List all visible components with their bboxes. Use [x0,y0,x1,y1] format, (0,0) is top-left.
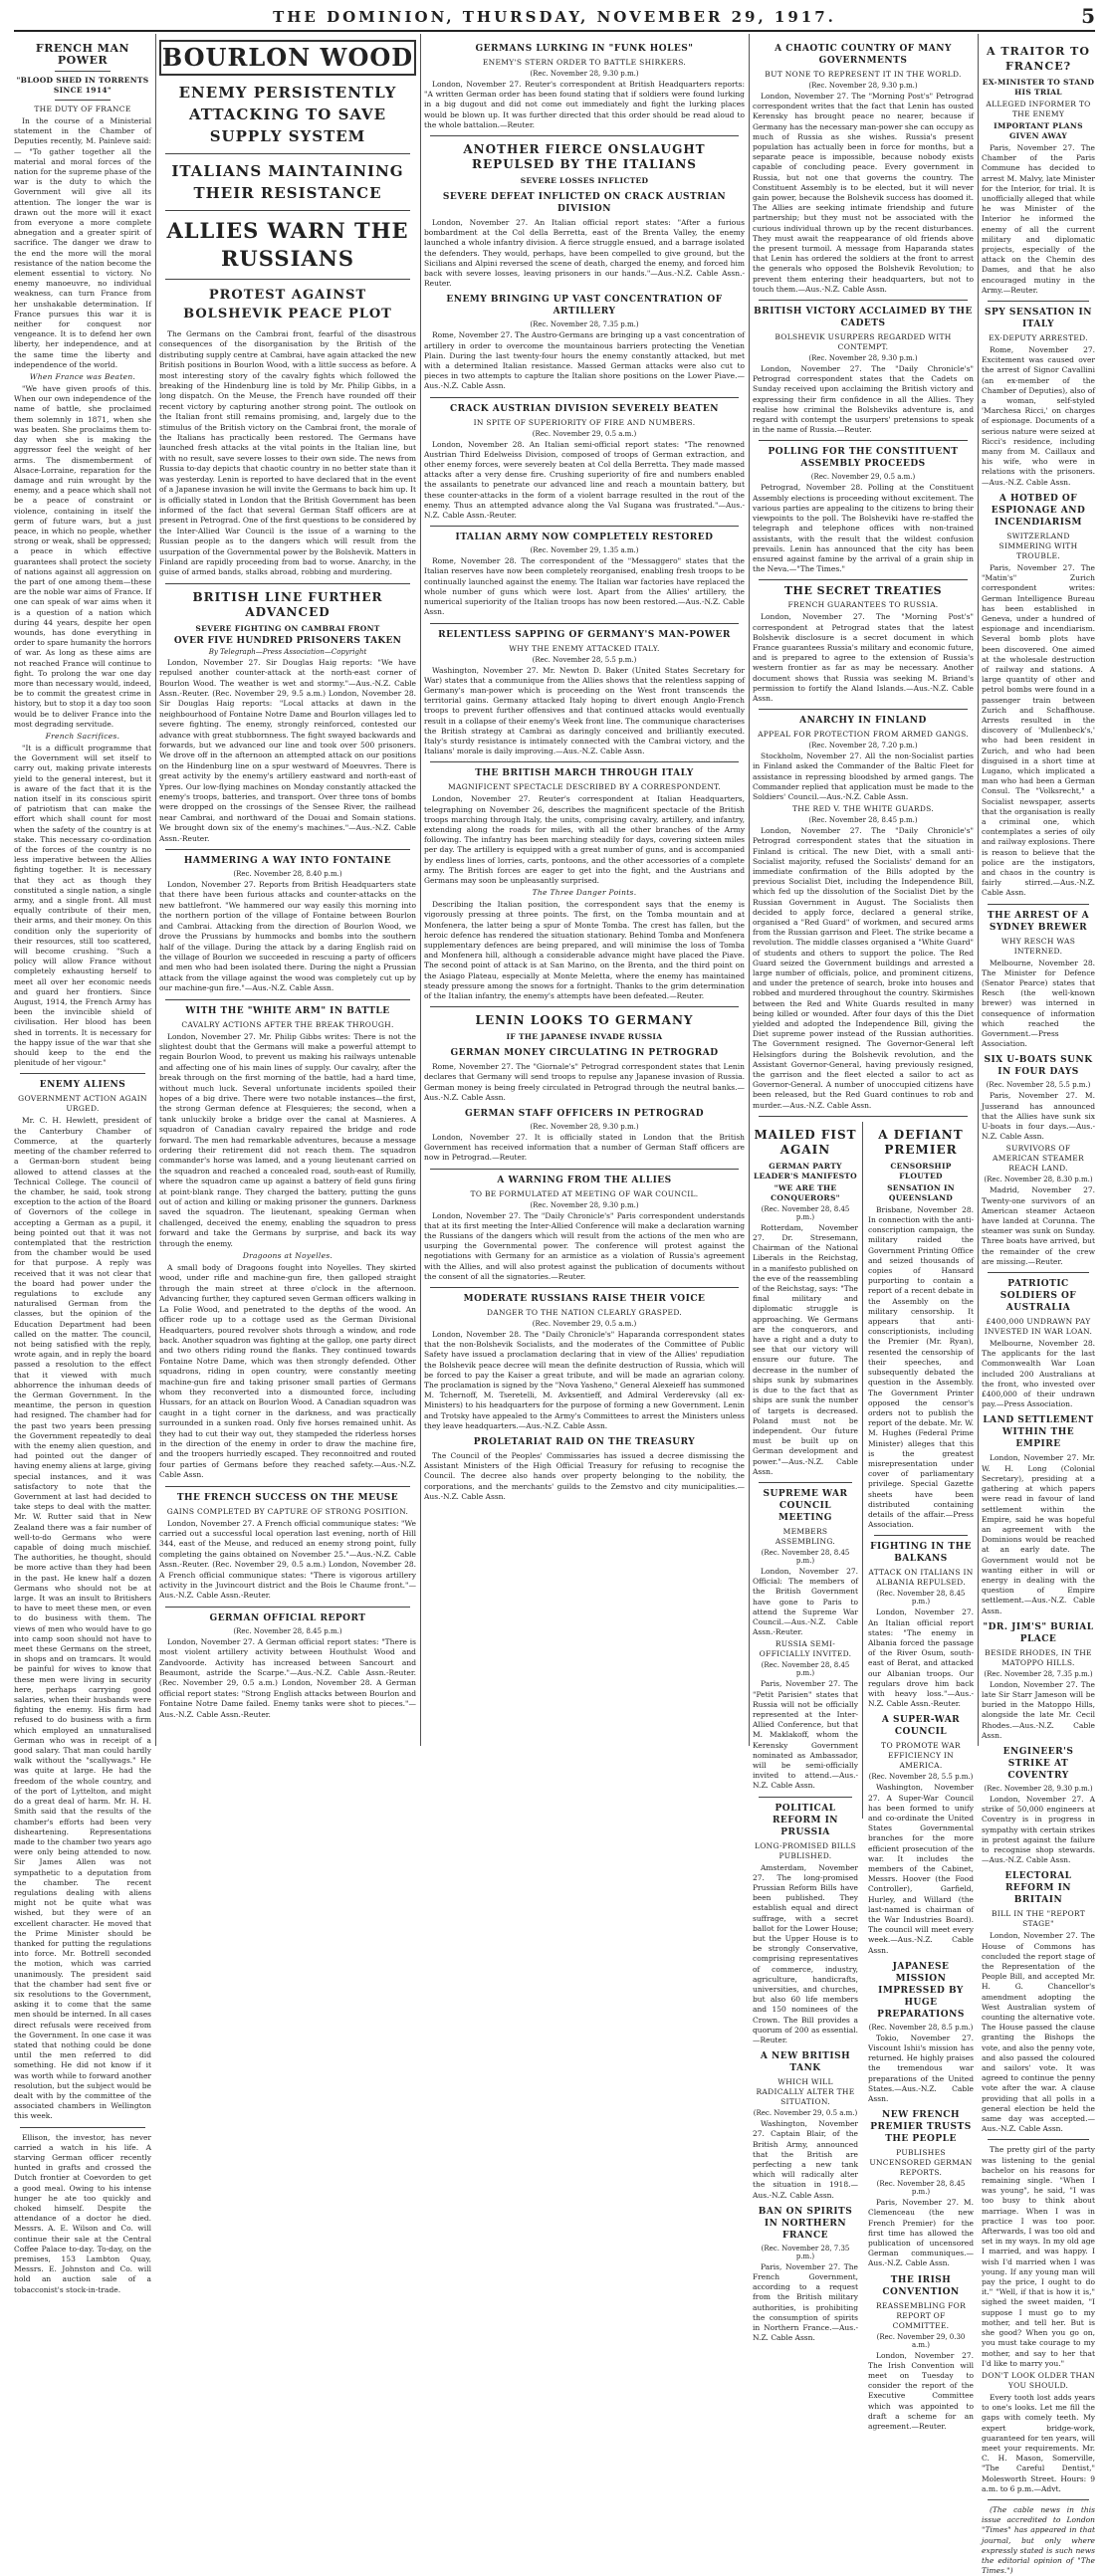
headline: THE ARREST OF A SYDNEY BREWER [987,910,1090,933]
article-text [868,1783,974,1955]
subheadline: PUBLISHES UNCENSORED GERMAN REPORTS. [869,2148,973,2178]
subheadline: "WE ARE THE CONQUERORS" [771,1182,840,1202]
lead-deck: PROTEST AGAINST BOLSHEVIK PEACE PLOT [183,288,392,322]
subheadline: TO PROMOTE WAR EFFICIENCY IN AMERICA. [881,1741,961,1771]
headline: FRENCH MAN POWER [35,42,130,67]
subheadline: CAVALRY ACTIONS AFTER THE BREAK THROUGH. [181,1019,394,1029]
article-paragraph: Rotterdam, November 27. Dr. Stresemann, Chairman of the National Liberals in the Reichstag, in a manifesto published on the eve of the reassembling of the Reichstag, says: "The final military and diplomatic struggle is approaching. We Germans are the conquerors, and have a right and a duty to see that our victory will ensure our future. The decrease in the number of ships sunk by submarines is due to the fact that as ships are sunk the number of targets is decreased. Poland must not be independent. Our future must be built up on German development and power."—Aus.-N.Z. Cable Assn. [753,1222,858,1476]
dateline: (Rec. November 28, 5.5 p.m.) [532,655,637,664]
split-section [753,1122,974,2432]
article-text [753,612,974,704]
article-paragraph: Rome, November 27. Excitement was caused over the arrest of Signor Cavallini (an ex-member of the Chamber of Deputies), also of a woman, self-styled 'Marchesa Ricci,' on charges of espionage. Documents of a serious nature were seized at Ricci's residence, including many from M. Caillaux and his wife, who were in relations with the prisoners.—Aus.-N.Z. Cable Assn. [982,345,1095,487]
subheadline: ENEMY'S STERN ORDER TO BATTLE SHIRKERS. [482,58,687,67]
headline: POLITICAL REFORM IN PRUSSIA [772,1803,839,1837]
headline: NEW FRENCH PREMIER TRUSTS THE PEOPLE [870,2110,972,2145]
lead-deck: ENEMY PERSISTENTLY ATTACKING TO SAVE SUPPLY SYSTEM [178,84,397,145]
article-text [159,880,416,993]
dateline: (Rec. November 28, 9.30 p.m.) [808,82,918,90]
subheadline: WHICH WILL RADICALLY ALTER THE SITUATION. [756,2077,855,2107]
subheadline: WHY THE ENEMY ATTACKED ITALY. [509,643,660,653]
divider [165,1486,410,1487]
article-text [982,1091,1095,1142]
headline: ANOTHER FIERCE ONSLAUGHT REPULSED BY THE ITALIANS [463,142,706,172]
subheadline: SENSATION IN QUEENSLAND [887,1182,955,1202]
divider [430,761,739,762]
subheadline: IMPORTANT PLANS GIVEN AWAY [994,121,1083,140]
article-text [753,2262,858,2344]
headline: SPY SENSATION IN ITALY [985,308,1092,330]
column-rule [420,34,421,1746]
dateline: (Rec. November 28, 8.45 p.m.) [761,1204,850,1221]
headline: MAILED FIST AGAIN [754,1127,857,1157]
headline: JAPANESE MISSION IMPRESSED BY HUGE PREPARATIONS [877,1961,965,2020]
dateline: (Rec. November 28, 8.30 p.m.) [984,1176,1093,1184]
subheadline: EX-DEPUTY ARRESTED. [989,333,1088,343]
dateline: (Rec. November 29, 0.5 a.m.) [810,473,916,482]
dateline: (Rec. November 28, 8.5 p.m.) [868,2023,974,2032]
headline: GERMAN STAFF OFFICERS IN PETROGRAD [464,1109,705,1119]
divider [430,1169,739,1170]
article-text [982,563,1095,899]
divider [430,135,739,136]
headline: FIGHTING IN THE BALKANS [870,1542,972,1565]
article-text [424,556,745,617]
column-rule [749,34,750,1746]
article-paragraph: London, November 27. Sir Douglas Haig reports: "We have repulsed another counter-attack at the north-east corner of Bourlon Wood. The weather is wet and stormy."—Aus.-N.Z. Cable Assn.-Reuter. (Rec. November 29, 9.5 a.m.) London, November 28. Sir Douglas Haig reports: "Local attacks at dawn in the neighbourhood of Fontaine Notre Dame and Bourlon villages led to severe fighting. The enemy, strongly reinforced, contested our advance with great stubbornness. The fight swayed backwards and forwards, but we advanced our line and took over 500 prisoners. We drove off in the afternoon an attempted attack on our positions on the Hindenburg line on a spur westward of Moeuvres. There is great activity by the enemy's artillery eastward and north-east of Ypres. Our low-flying machines on Monday constantly attacked the enemy's troops, batteries, and transport. Over three tons of bombs were dropped on the crossings of the Sensee River, the railhead near Cambrai, and northward of the Douai and Somain stations. We brought down six of the enemy's machines."—Aus.-N.Z. Cable Assn.-Reuter. [159,657,416,843]
masthead-title: THE DOMINION, THURSDAY, NOVEMBER 29, 1917. [273,8,836,26]
article-text [424,1330,745,1431]
divider [759,440,968,441]
subheadline: IF THE JAPANESE INVADE RUSSIA [506,1032,663,1042]
subheadline: WHY RESCH WAS INTERNED. [1000,936,1076,956]
subheadline: APPEAL FOR PROTECTION FROM ARMED GANGS. [758,730,969,740]
article-paragraph: Stockholm, November 27. All the non-Socialist parties in Finland asked the Commander of the Baltic Fleet for assistance in repressing bloodshed by armed gangs. The Commander replied that application must be made to the Soldiers' Council.—Aus.-N.Z. Cable Assn. [753,751,974,801]
subheadline: ATTACK ON ITALIANS IN ALBANIA REPULSED. [868,1568,974,1588]
section-subhead: The Three Danger Points. [532,888,637,898]
dateline: (Rec. November 28, 8.45 p.m.) [876,1590,966,1607]
headline: ANARCHY IN FINLAND [799,716,927,727]
divider [165,583,410,584]
article-paragraph: Ellison, the investor, has never carried a watch in his life. A starving German officer recently hunted in grafts and crossed the Dutch frontier at Coevorden to get a good meal. Owing to his intense hunger he ate too quickly and choked himself. Despite the attendance of a doctor he died. Messrs. A. E. Wilson and Co. will continue their sale at the Central Coffee Palace to-day. To-day, on the premises, 153 Lambton Quay, Messrs. E. Johnston and Co. will hold an auction sale of a tobacconist's stock-in-trade. [14,2132,151,2294]
article-paragraph: Paris, November 27. M. Jusserand has announced that the Allies have sunk six U-boats in four days.—Aus.-N.Z. Cable Assn. [982,1091,1095,1142]
article-text [982,345,1095,488]
article-paragraph: Paris, November 27. The "Matin's" Zurich correspondent writes: German Intelligence Bureau has been established in Geneva, under a hundred of espionage and incendiarism. Several bomb plots have been discovered. One aimed at the wholesale destruction of railway and stations. A large quantity of other and petrol bombs were found in a passenger train between Zurich and Schaffhouse. Arrests resulted in the discovery of 'Mullenbeck's,' who had been resident in Zurich, and who had been disguised in a short time at Lugano, which implicated a man who had been a German Consul. The "Volksrecht," a Socialist newspaper, asserts that the organisation is really a criminal one, which contemplates a series of oily and railway explosions. There is reason to believe that the police are the instigators, and chaos in the country is fairly stirred.—Aus.-N.Z. Cable Assn. [982,562,1095,898]
divider [55,71,110,72]
dateline: (Rec. November 28, 7.35 p.m.) [984,1669,1093,1678]
article-text [159,1519,416,1602]
split-left [753,1122,858,2344]
article-paragraph: Washington, November 27. Captain Blair, of the British Army, announced that the British are perfecting a new tank which will radically alter the situation in 1918.—Aus.-N.Z. Cable Assn. [753,2119,858,2200]
divider [430,397,739,398]
headline: BRITISH VICTORY ACCLAIMED BY THE CADETS [754,307,973,329]
article-paragraph: London, November 27. The House of Commons has concluded the report stage of the Representation of the People Bill, and accepted Mr. H. G. Chancellor's amendment adopting the West Australian system of counting the alternative vote. The House passed the clause granting the Bishops the vote, and also the penny vote, and also passed the coloured and sailors' vote. It was agreed to continue the penny vote after the war. A clause providing that all polls in a general election be held the same day was accepted.—Aus.-N.Z. Cable Assn. [982,1931,1095,2134]
article-paragraph: London, November 27. Reuter's correspondent at Italian Headquarters, telegraphing on November 26, describes the magnificent spectacle of the British troops marching through Italy, the units, comprising cavalry, artillery, and infantry, extending along the roads for miles, with all the other branches of the Army following. The infantry has been marching steadily for days, covering sixteen miles per day. The artillery is equipped with a great number of guns, and is accompanied by endless lines of lorries, carts, pontoons, and the other accessories of a complete army. The British forces are eager to get into the fight, and the Austrians and Germans may soon be unpleasantly surprised. [424,794,745,885]
headline: ELECTORAL REFORM IN BRITAIN [1004,1871,1072,1906]
subheadline: BOLSHEVIK USURPERS REGARDED WITH CONTEMPT. [775,332,952,352]
dateline: (Rec. November 28, 9.30 p.m.) [808,354,918,363]
dateline: (Rec. November 29, 0.5 a.m.) [532,1320,637,1329]
headline: LENIN LOOKS TO GERMANY [475,1013,694,1028]
lead-deck: ITALIANS MAINTAINING THEIR RESISTANCE [171,162,404,202]
headline: MODERATE RUSSIANS RAISE THEIR VOICE [463,1294,706,1305]
article-paragraph: Rome, November 28. The correspondent of the "Messaggero" states that the Italian reserves have now been completely reorganised, enabling fresh troops to be continually launched against the enemy. The Italian war factories have replaced the whole number of guns which were lost. Apart from the Allies' artillery, the numerical superiority of the Italian troops has now been restored.—Aus.-N.Z. Cable Assn. [424,556,745,617]
article-paragraph: London, November 28. The "Daily Chronicle's" Haparanda correspondent states that the non-Bolshevik Socialists, and the moderates of the Committee of Public Safety have issued a proclamation declaring that in view of the Allies' repudiation the Bolshevik peace decree will mean the definite destruction of Russia, which will be forced to pay the Kaiser a great tribute, and will be made an agrarian colony. The proclamation is signed by the "Nova Yasheno," General Alexeieff has summoned M. Tchernoff, M. Tseretelli, M. Avksentieff, and Admiral Verderevsky (all ex-Ministers) to his headquarters for the purpose of forming a new Government. Lenin and Trotsky have appealed to the Army's Committees to arrest the Ministers unless they leave headquarters.—Aus.-N.Z. Cable Assn. [424,1330,745,1430]
subheadline: "BLOOD SHED IN TORRENTS SINCE 1914" [16,76,149,95]
article-paragraph: A small body of Dragoons fought into Noyelles. They skirted wood, under rifle and machine-gun fire, then galloped straight through the main street at three o'clock in the afternoon. Advancing further, they captured seven German officers walking in La Folie Wood, and penetrated to the depths of the wood. An officer rode up to a cottage used as the German Divisional Headquarters, poured revolver shots through a window, and rode back. Another squadron was fighting at the gallop, one party direct and two others riding round the flanks. They continued towards Fontaine Notre Dame, which was then strongly defended. Other squadrons, riding in open country, were constantly meeting machine-gun fire and taking prisoner small parties of Germans whom they reconverted into a dismounted force, including Hussars, for an attack on Bourlon Wood. A Canadian squadron was caught in a tight corner in the darkness, and was practically surrounded in a sunken road. Only five horses remained unhit. As they had to cut their way out, they stampeded the riderless horses in the direction of the enemy in order to draw the machine fire, and the troopers hurriedly escaped. They reconnoitred and routed four parties of Germans before they reached safety.—Aus.-N.Z. Cable Assn. [159,1263,416,1480]
article-paragraph: Madrid, November 27. Twenty-one survivors of an American steamer Actaeon have landed at Corunna. The steamer was sunk on Sunday. Three boats have arrived, but the remainder of the crew are missing.—Reuter. [982,1185,1095,1266]
article-text [982,143,1095,296]
section-subhead: When France was Beaten. [29,372,136,382]
article-text [868,2351,974,2433]
divider [55,100,110,101]
headline: A WARNING FROM THE ALLIES [497,1175,672,1185]
divider [430,623,739,624]
subheadline: SURVIVORS OF AMERICAN STEAMER REACH LAND. [993,1144,1084,1174]
subheadline: BESIDE RHODES, IN THE MATOPPO HILLS. [985,1647,1092,1667]
article-paragraph: Describing the Italian position, the correspondent says that the enemy is vigorously pressing at three points. The first, on the Tomba mountain and at Monfenera, the latter being a spur of Monte Tomba. The crest has fallen, but the heroic defence has rendered the situation stationary. Behind Tomba and Monfenera supplementary defences are being prepared, and will minimise the loss of Tomba and Monfenera hill, although a considerable advance might have placed the Piave. The second point of attack is at San Marino, on the Brenta, and the third point on the Asiago Plateau, especially at Monte Meletta, where the enemy has maintained steady pressure among the snows for a fortnight. Thanks to the grim determination of the Italian infantry, the enemy's attempts have been defeated.—Reuter. [424,900,745,1000]
dateline: (Rec. November 28, 7.35 p.m.) [761,2244,850,2260]
dateline: (Rec. November 28, 9.30 p.m.) [984,1784,1093,1793]
article-text [982,1339,1095,1409]
editorial-note: (The cable news in this issue accredited to London "Times" has appeared in that journal, but only where expressly stated is such news the editorial opinion of "The Times.") [982,2504,1095,2576]
article-paragraph: London, November 27. An Italian official report states: "The enemy in Albania forced the passage of the River Osum, south-east of Berat, and attacked our Albanian troops. Our regulars drove him back with heavy loss."—Aus.-N.Z. Cable Assn.-Reuter. [868,1608,974,1709]
headline: A DEFIANT PREMIER [878,1127,964,1157]
divider [165,153,410,154]
headline: GERMAN OFFICIAL REPORT [209,1612,366,1623]
article-paragraph: London, November 27. A French official communique states: "We carried out a successful local operation last evening, north of Hill 344, east of the Meuse, and reduced an enemy strong point, fully completing the gains obtained on November 25."—Aus.-N.Z. Cable Assn.-Reuter. (Rec. November 29, 0.5 a.m.) London, November 28. A French official communique states: "There is vigorous artillery activity in the Juvincourt district and the Bois le Chaume front."—Aus.-N.Z. Cable Assn.-Reuter. [159,1518,416,1601]
dateline: (Rec. November 28, 8.45 p.m.) [761,1548,850,1565]
article-text [868,2198,974,2268]
subheadline: SEVERE LOSSES INFLICTED [520,176,649,186]
article-paragraph: The pretty girl of the party was listening to the genial bachelor on his reasons for remaining single. "When I was young", he said, "I was too busy to think about marriage. When I was in practice I was too poor. Afterwards, I was too old and set in my ways. In my old age I married, and was happy. I wish I'd married when I was young. If any young man will pay the price, I ought to do it." "Well, if that is how it is," sighed the sweet maiden, "I suppose I must go to my mother, and tell her. But is she good? When you go on, you must take courage to my mother, and say to her that I'd like to marry you." [982,2145,1095,2368]
article-text [982,2505,1095,2576]
subheadline: OVER FIVE HUNDRED PRISONERS TAKEN [173,635,402,646]
article-paragraph: London, November 27. The Irish Convention will meet on Tuesday to consider the report of the Executive Committee which was appointed to draft a scheme for an agreement.—Reuter. [868,2350,974,2432]
article-paragraph: Paris, November 27. M. Clemenceau (the new French Premier) for the first time has allowed the publication of uncensored German communiques.—Aus.-N.Z. Cable Assn. [868,2198,974,2268]
article-paragraph: London, November 27. The "Daily Chronicle's" Paris correspondent understands that at its first meeting the Inter-Allied Conference will make a declaration warning the Russians of the dangers which will result from the actions of the men who are usurping the Governmental power. The conference will protest against the negotiations with Germany for an armistice as a violation of Russia's agreement with the Allies, and will also protest against the publication of documents without the consent of all the signatories.—Reuter. [424,1210,745,1281]
article-text [14,1116,151,2294]
article-text [424,1451,745,1502]
article-paragraph: London, November 28. An Italian semi-official report states: "The renowned Austrian Third Edelweiss Division, composed of troops of German extraction, and other enemy forces, were severely beaten at Col della Berretta. They made massed attacks after a very dense fire. Crushing superiority of fire and numbers enabled the assailants to penetrate our advanced line and reach a mountain battery, but these counter-attacks in the form of a violent barrage resulted in the rout of the enemy. Thus an attempted advance along the Val Sugana was frustrated."—Aus.-N.Z. Cable Assn.-Reuter. [424,439,745,521]
article-text [159,329,416,578]
article-text [753,1679,858,1791]
article-text [982,1185,1095,1267]
subheadline: THE DUTY OF FRANCE [34,105,131,113]
article-paragraph: London, November 27. Reuter's correspondent at British Headquarters reports: "A written German order has been found stating that if soldiers were found lurking in a big dugout and did not come out immediately and fight the lurking places would be blown up. It was further directed that this order should be read aloud to the whole battalion.—Reuter. [424,80,745,129]
article-paragraph: Every tooth lost adds years to one's looks. Let me fill the gaps with comely teeth. My expert bridge-work, guaranteed for ten years, will meet your requirements. Mr. C. H. Mason, Somerville, "The Careful Dentist," Molesworth Street. Hours: 9 a.m. to 6 p.m.—Advt. [982,2392,1095,2493]
article-text [982,1453,1095,1615]
headline: A CHAOTIC COUNTRY OF MANY GOVERNMENTS [775,44,952,66]
dateline: (Rec. November 29, 0.5 a.m.) [753,2109,858,2118]
headline: THE IRISH CONVENTION [882,2274,960,2297]
article-text [868,1205,974,1531]
article-paragraph: Melbourne, November 28. The Minister for Defence (Senator Pearce) states that Resch (the well-known brewer) was interned in consequence of information which reached the Government.—Press Association. [982,958,1095,1049]
article-text [868,2034,974,2104]
divider [759,1116,968,1117]
subheadline: £400,000 UNDRAWN PAY INVESTED IN WAR LOAN. [984,1317,1093,1337]
headline: A SUPER-WAR COUNCIL [881,1715,961,1738]
article-text [424,666,745,757]
article-paragraph: Melbourne, November 28. The applicants for the last Commonwealth War Loan included 200 Australians at the front, who invested over £400,000 of their undrawn pay.—Press Association. [982,1339,1095,1409]
headline: SIX U-BOATS SUNK IN FOUR DAYS [984,1055,1093,1078]
headline: THE BRITISH MARCH THROUGH ITALY [475,768,694,779]
divider [20,2127,145,2128]
article-paragraph: In the course of a Ministerial statement in the Chamber of Deputies recently, M. Painleve said:— "To gather together all the material and moral forces of the nation for the supreme phase of the war is the duty to which the Government will give all its attention. The longer the war is drawn out the more will it exact from everyone a more complete abnegation and a greater spirit of sacrifice. The danger we draw to the end the more will the moral resistance of the nation become the element essential to victory. No enemy manoeuvre, no individual weakness, can turn France from her unshakable determination. If France pursues this war it is neither for conquest nor vengeance. It is to defend her own liberty, her independence, and at the same time the liberty and independence of the world. [14,116,151,369]
divider [165,1607,410,1608]
article-text [424,80,745,130]
subheadline: LONG-PROMISED BILLS PUBLISHED. [754,1840,857,1860]
article-text [424,1062,745,1103]
divider [430,1006,739,1007]
column-rule [155,34,156,1746]
article-paragraph: Washington, November 27. A Super-War Council has been formed to unify and co-ordinate the United States Governmental branches for the more efficient prosecution of the war. It includes the members of the Cabinet, Messrs. Hoover (the Food Controller), Garfield, Hurley, and Willard (the last-named is chairman of the War Industries Board). The council will meet every week.—Aus.-N.Z. Cable Assn. [868,1783,974,1955]
article-paragraph: Paris, November 27. The "Petit Parisien" states that Russia will not be officially represented at the Inter-Allied Conference, but that M. Maklakoff, whom the Kerensky Government nominated as Ambassador, will be semi-officially invited to attend.—Aus.-N.Z. Cable Assn. [753,1679,858,1791]
article-paragraph: London, November 27. The late Sir Starr Jameson will be buried in the Matoppo Hills, alongside the late Mr. Cecil Rhodes.—Aus.-N.Z. Cable Assn. [982,1679,1095,1740]
article-text [424,1133,745,1164]
page-number: 5 [1081,4,1095,28]
dateline: (Rec. November 28, 8.40 p.m.) [233,870,342,879]
article-text [982,2145,1095,2368]
headline: THE FRENCH SUCCESS ON THE MEUSE [176,1492,399,1503]
lead-summary: The Germans on the Cambrai front, fearful of the disastrous consequences of the disorganisation by the British of the distributing supply centre at Cambrai, have again attacked the new British positions in Bourlon Wood, with a little success as before. A most interesting story of the cavalry fights which followed the breaking of the Hindenburg line is told by Mr. Philip Gibbs, in a long dispatch. On the Meuse, the French have rounded off their recent victory by capturing another strong point. The outlook on the Italian front still remains promising, and, largely due to the stimulus of the British victory on the Cambrai front, the morale of the Italians has practically been restored. The Germans have launched fresh attacks at the vital points in the Italian line, but with no result, save severe losses to their own side. The news from Russia to-day depicts that chaotic country in no better state than it was yesterday. Lenin is reported to have declared that in the event of a Japanese invasion he will invite the Germans to back him up. It is officially stated in London that the British Government has been informed of the fact that several German Staff officers are at present in Petrograd. One of the first questions to be considered by the Inter-Allied War Council is the issue of a warning to the Russian people as to the dangers which will result from the usurpation of the Governmental power by the Bolshevik. Matters in Finland are rapidly proceeding from bad to worse. Anarchy, in the guise of armed bands, stalks abroad, robbing and murdering. [159,329,416,577]
section-subhead: French Sacrifices. [45,731,120,741]
article-paragraph: London, November 27. It is officially stated in London that the British Government has received information that a number of German Staff officers are now in Petrograd.—Reuter. [424,1133,745,1163]
headline: ENEMY BRINGING UP VAST CONCENTRATION OF ARTILLERY [446,295,723,318]
divider [165,210,410,211]
divider [988,2139,1089,2140]
headline: WITH THE "WHITE ARM" IN BATTLE [185,1005,390,1016]
article-paragraph: London, November 27. Official: The members of the British Government have gone to Paris to attend the Supreme War Council.—Aus.-N.Z. Cable Assn.-Reuter. [753,1566,858,1637]
article-text [753,1567,858,1637]
subheadline: BUT NONE TO REPRESENT IT IN THE WORLD. [765,70,962,79]
article-paragraph: Brisbane, November 28. In connection with the anti-conscription campaign, the military raided the Government Printing Office and seized thousands of copies of Hansard purporting to contain a report of a recent debate in the Assembly on the military censorship. It appears that anti-conscriptionists, including the Premier (Mr. Ryan), resented the censorship of their speeches, and subsequently debated the question in the Assembly. The Government Printer opposed the censor's orders not to publish the report of the debate. Mr. W. M. Hughes (Federal Prime Minister) alleges that this is the greatest misrepresentation under cover of parliamentary privilege. Special Gazette sheets have been distributed containing details of the affair.—Press Association. [868,1204,974,1530]
column-rule [862,1122,863,1819]
article-text [159,1032,416,1481]
byline: By Telegraph—Press Association—Copyright [208,647,367,656]
split-right [868,1122,974,2432]
article-text [982,2393,1095,2494]
article-text [753,364,974,435]
article-paragraph: Paris, November 27. The Chamber of the Paris Commune has decided to arrest M. Malvy, late Minister for the Interior, for trial. It is unofficially alleged that while he was Minister of the Interior he informed the enemy of all the current military and diplomatic projects, especially of the attack on the Chemin des Dames, and that he also encouraged mutiny in the Army.—Reuter. [982,143,1095,295]
divider [759,579,968,580]
headline: BAN ON SPIRITS IN NORTHERN FRANCE [758,2206,853,2241]
headline: SEVERE DEFEAT INFLICTED ON CRACK AUSTRIAN DIVISION [442,192,727,215]
subheadline: RUSSIA SEMI-OFFICIALLY INVITED. [759,1639,852,1659]
article-text [868,1608,974,1709]
subheadline: GOVERNMENT ACTION AGAIN URGED. [18,1094,147,1114]
article-text [424,794,745,1001]
divider [759,1482,852,1483]
dateline: (Rec. November 28, 7.20 p.m.) [808,742,918,751]
headline: GERMANS LURKING IN "FUNK HOLES" [475,44,694,54]
article-text [159,1637,416,1720]
headline: A HOTBED OF ESPIONAGE AND INCENDIARISM [991,493,1086,528]
article-text [753,751,974,802]
headline: HAMMERING A WAY INTO FONTAINE [183,856,392,867]
headline: A TRAITOR TO FRANCE? [987,45,1090,73]
subheadline: BILL IN THE "REPORT STAGE" [991,1909,1086,1929]
subheadline: THE RED V. THE WHITE GUARDS. [791,804,935,814]
article-text [14,116,151,1068]
divider [165,999,410,1000]
article-paragraph: Paris, November 27. The French Government, according to a request from the British military authorities, is prohibiting the consumption of spirits in Northern France.—Aus.-N.Z. Cable Assn. [753,2261,858,2343]
headline: BRITISH LINE FURTHER ADVANCED [192,589,383,619]
headline: "DR. JIM'S" BURIAL PLACE [983,1621,1094,1644]
headline: RELENTLESS SAPPING OF GERMANY'S MAN-POWER [438,629,731,640]
article-text [424,330,745,391]
headline: SUPREME WAR COUNCIL MEETING [763,1488,848,1523]
dateline: (Rec. November 28, 7.35 p.m.) [530,321,639,329]
divider [430,526,739,527]
article-paragraph: Tokio, November 27. Viscount Ishii's mission has returned. He highly praises the tremendous war preparations of the United States.—Aus.-N.Z. Cable Assn. [868,2033,974,2104]
article-paragraph: The Council of the Peoples' Commissaries has issued a decree dismissing the Assistant Ministers of the High Official Treasury for refusing to recognise the Council. The decree also hands over property belonging to the nobility, the corporations, and the merchants' guilds to the Zemstvo and city municipalities.—Aus.-N.Z. Cable Assn. [424,1451,745,1501]
subheadline: SEVERE FIGHTING ON CAMBRAI FRONT [195,623,380,633]
subheadline: DON'T LOOK OLDER THAN YOU SHOULD. [982,2370,1095,2390]
column-2 [159,38,416,1746]
article-text [753,483,974,574]
dateline: (Rec. November 29, 1.35 a.m.) [530,546,639,555]
headline: ENEMY ALIENS [39,1080,126,1091]
page-masthead [14,4,1095,32]
column-rule [978,34,979,1746]
subheadline: REASSEMBLING FOR REPORT OF COMMITTEE. [875,2300,967,2330]
divider [759,300,968,301]
divider [759,709,968,710]
lead-deck: ALLIES WARN THE RUSSIANS [166,218,409,271]
subheadline: IN SPITE OF SUPERIORITY OF FIRE AND NUMBERS. [473,417,696,427]
article-paragraph: "It is a difficult programme that the Government will set itself to carry out, making private interests yield to the general interest, but it is aware of the fact that it is the nation itself in its conscious spirit of patriotism that can make the effort which shall count for most when the safety of the country is at stake. This necessary co-ordination of the forces of the country is no less imperative between the Allies fighting together. It is necessary that they act as though they constituted a single nation, a single army, and a single front. All must equally contribute of their men, their arms, and their money. On this condition only the superiority of their resources, still too scattered, will become crushing. "Such a policy will allow France without completely exhausting herself to meet all over her economic needs and guard her frontiers. Since August, 1914, the French Army has been the invincible shield of civilisation. Her blood has been shed in torrents. It is necessary for the happy issue of the war that she should keep to the end the plenitude of her vigour." [14,743,151,1068]
article-paragraph: Washington, November 27. Mr. Newton D. Baker (United States Secretary for War) states that a communique from the Allies shows that the relentless sapping of Germany's man-power which is proceeding on the West front transcends the territorial gains. Germany attacked Italy hoping to divert enough Anglo-French troops to prevent further offensives and that continued attacks would eventually result in a collapse of their enemy's Week front line. The communique characterises the British strategy at Cambrai as daringly conceived and brilliantly executed. Italy's sturdy resistance is intimately connected with the Cambrai victory, and the Italians' morale is daily improving.—Aus.-N.Z. Cable Assn. [424,665,745,756]
dateline: (Rec. November 28, 9.30 p.m.) [530,1123,639,1131]
headline: ENGINEER'S STRIKE AT COVENTRY [1002,1746,1074,1781]
headline: CRACK AUSTRIAN DIVISION SEVERELY BEATEN [449,403,719,414]
headline: THE SECRET TREATIES [783,584,943,598]
subheadline: CENSORSHIP FLOUTED [890,1161,952,1181]
article-paragraph: London, November 27. The "Morning Post's" correspondent at Petrograd states that the latest Bolshevik disclosure is a secret document in which France guarantees Russia's military and economic future, and is prepared to agree to the extension of Russia's western frontier as far as may be necessary. Another document shows that Russia was seeking M. Briand's permission to fortify the Aland Islands.—Aus.-N.Z. Cable Assn. [753,612,974,703]
article-paragraph: "We have given proofs of this. When our own independence of the name of battle, she proclaimed them solemnly in 1871, when she was beaten. She proclaims them to-day when she is making the aggressor feel the weight of her arms. The dismemberment of Alsace-Lorraine, reparation for the damage and ruin wrought by the enemy, and a peace which shall not be a peace of constraint or violence, containing in itself the germ of future wars, but a just peace, in which no people, whether strong or weak, shall be oppressed; a peace in which effective guarantees shall protect the society of nations against all aggression on the part of one among them—these are the noble war aims of France. If one can speak of war aims when it is a question of a nation which during 44 years, despite her open wounds, has done everything in order to spare humanity the horrors of war. As long as these aims are not reached France will continue to fight. To prolong the war one day more than necessary would, indeed, be to commit the greatest crime in history, but to stop it a day too soon would be to deliver France into the most degrading servitude. [14,384,151,729]
article-paragraph: London, November 27. The "Daily Chronicle's" Petrograd correspondent states that the Cadets on Sunday received upon acclaiming the British victory and expressing their firm confidence in all the Allies. They realise how criminal the Bolsheviks adventure is, and regard with contempt the usurpers' pretensions to speak in the name of Russia.—Reuter. [753,364,974,435]
dateline: (Rec. November 28, 9.30 p.m.) [530,70,639,78]
divider [165,279,410,280]
subheadline: TO BE FORMULATED AT MEETING OF WAR COUNCIL. [470,1188,699,1198]
article-paragraph: Rome, November 27. The "Giornale's" Petrograd correspondent states that Lenin declares that Germany will send troops to repulse any Japanese invasion of Russia. German money is being freely circulated in Petrograd through the neutral banks.—Aus.-N.Z. Cable Assn. [424,1062,745,1102]
divider [988,904,1089,905]
divider [430,1287,739,1288]
dateline: (Rec. November 28, 8.45 p.m.) [761,1661,850,1678]
dateline: (Rec. November 28, 8.45 p.m.) [233,1626,342,1635]
article-paragraph: London, November 27. The "Morning Post's" Petrograd correspondent writes that the fact that Lenin has ousted Kerensky has brought peace no nearer, because if Germany has the necessary man-power she can occupy as much of Russia as she wishes. Russia's present population has actually been in force for months, but a separate peace is impossible, because nobody exists capable of concluding peace. Every government in Russia, but not one that governs the country. The Constituent Assembly is to be elected, but it will never gain power, because the Bolshevik success has doomed it. The Allies are seeking intimate friendship and future partnership; but they must not be associated with the curious individual thrown up by the recent disturbances. They must await the reappearance of old friends above the present turmoil. A message from Haparanda states that Lenin has ordered the soldiers at the front to arrest the generals who opposed the Bolshevik Revolution; to prevent them entering their headquarters, but not to touch them.—Aus.-N.Z. Cable Assn. [753,92,974,294]
headline: ITALIAN ARMY NOW COMPLETELY RESTORED [455,533,714,543]
divider [988,301,1089,302]
column-5 [982,38,1095,2576]
article-text [424,218,745,289]
dateline: (Rec. November 28, 9.30 p.m.) [530,1200,639,1209]
article-paragraph: Mr. C. H. Hewlett, president of the Canterbury Chamber of Commerce, at the quarterly meeting of the chamber referred to a German-born student being allowed to attend classes at the Technical College. The council of the chamber, he said, took strong exception to the action of the Board of Governors of the college in accepting a German as a pupil, it being pointed out that it was not contemplated that the restriction from the chamber would be used for that purpose. A reply was received that it was not clear that the board had power under the regulations to exclude any naturalised German from the classes, but the opinion of the Education Department had been called on the matter. The council, not being satisfied with the reply, wrote again, and in reply the board passed a resolution to the effect that it viewed with much abhorrence the inhuman deeds of the German Government. In the meantime, the person in question had resigned. The chamber had for the past two years been pressing the Government repeatedly to deal with the enemy alien question, and had pointed out the danger of having enemy aliens at large, giving special instances, and it was satisfactory to note that the Government at last had decided to take steps to deal with the matter. Mr. W. Rutter said that in New Zealand there was a fair number of well-to-do Germans who were capable of doing much mischief. The authorities, he thought, should be more active than they had been in the past. He knew half a dozen Germans who should not be at large. It was an insult to Britishers to have to meet these men, or even to do business with them. The views of men who would have to go into camp soon should not have to meet these Germans on the street, in shops and on tramcars. It would be painful for wives to know that these men were living in security here, perhaps carrying good salaries, when their husbands were fighting the enemy. His firm had refused to do business with a firm which employed an unnaturalised German who was in receipt of a good salary. That man could hardly walk without the "scallywags." He was quite at large. He had the freedom of the whole country, and of the port of Lyttelton, and might do a great deal of harm. Mr. H. H. Smith said that the results of the chamber's efforts had been very disheartening. Representations made to the chamber two years ago were only being attended to now. Sir James Allen was not sympathetic to a deputation from the chamber. The recent regulations dealing with aliens might not be quite what was wished, but they were of an excellent character. He moved that the Prime Minister should be thanked for putting the regulations into force. Mr. Bottrell seconded the motion, which was carried unanimously. The president said that the chamber had sent five or six resolutions to the Government, asking it to come that the same men should be interned. In all cases direct refusals were received from the Government. In one case it was stated that nothing could be done until the men referred to did something. He did not know if it was worth while to forward another resolution, but the subject would be dealt with by the committee of the associated chambers in Wellington this week. [14,1116,151,2121]
headline: PROLETARIAT RAID ON THE TREASURY [473,1437,696,1448]
divider [988,2499,1089,2500]
lead-headline: BOURLON WOOD [159,40,416,76]
dateline: (Rec. November 28, 5.5 p.m.) [986,1081,1091,1090]
article-text [753,1223,858,1477]
article-text [982,959,1095,1050]
article-paragraph: Amsterdam, November 27. The long-promised Prussian Reform Bills have been published. They establish equal and direct suffrage, with a secret ballot for the Lower House; but the Upper House is to be strongly Conservative, comprising representatives of commerce, industry, agriculture, handicrafts, universities, and churches, but also 60 life members and 150 nominees of the Crown. The Bill provides a quorum of 200 as essential.—Reuter. [753,1862,858,2045]
article-text [753,1863,858,2046]
article-text [982,1680,1095,1741]
dateline: (Rec. November 28, 5.5 p.m.) [868,1773,974,1782]
headline: GERMAN MONEY CIRCULATING IN PETROGRAD [450,1048,719,1059]
article-paragraph: London, November 27. A German official report states: "There is most violent artillery activity between Houthulst Wood and Zandvoorde. Activity has increased between Sancourt and Beaumont, astride the Scarpe."—Aus.-N.Z. Cable Assn.-Reuter. (Rec. November 29, 0.5 a.m.) London, November 28. A German official report states: "Strong English attacks between Bourlon and Fontaine Notre Dame failed. Enemy tanks were shot to pieces."—Aus.-N.Z. Cable Assn.-Reuter. [159,1636,416,1719]
article-text [753,826,974,1111]
subheadline: MAGNIFICENT SPECTACLE DESCRIBED BY A CORRESPONDENT. [448,782,721,792]
column-3 [424,38,745,1746]
article-text [982,1931,1095,2134]
subheadline: EX-MINISTER TO STAND HIS TRIAL [982,78,1095,97]
article-paragraph: London, November 27. Mr. Philip Gibbs writes: There is not the slightest doubt that the Germans will make a powerful attempt to regain Bourlon Wood, to prevent us making his railways untenable and affecting one of his main lines of supply. Our cavalry, after the break through on the first morning of the battle, had a hard time, without much luck. Several unfortunate incidents spoiled their hopes of a big drive. There were two notable instances—the first, the strong German defence at Flesquieres; the second, when a tank unluckily broke a bridge over the canal at Masnieres. A squadron of Canadian cavalry repaired the bridge and rode forward. The men had remarkable adventures, because a message ordering their retirement did not reach them. The squadron commander's horse was lamed, and a young lieutenant carried on the squadron and reached a concealed road, south-east of Rumilly, where the squadron came up against a battery of field guns firing at point-blank range. They charged the battery, putting the guns out of action and killing or making prisoner the gunners. Darkness saved the squadron. The lieutenant, speaking German when challenged, deceived the enemy, enabling the squadron to press forward and take the Germans by surprise, and back its way through the enemy. [159,1031,416,1248]
subheadline: GERMAN PARTY LEADER'S MANIFESTO [753,1161,858,1181]
article-paragraph: London, November 27. Mr. W. H. Long (Colonial Secretary), presiding at a gathering at which papers were read in favour of land settlement within the Empire, said he was hopeful an agreement with the Dominions would be reached at an early date. The Government would not be wanting either in will or energy in dealing with the question of Empire settlement.—Aus.-N.Z. Cable Assn. [982,1453,1095,1615]
subheadline: SWITZERLAND SIMMERING WITH TROUBLE. [998,531,1078,560]
article-text [753,92,974,295]
article-paragraph: London, November 27. Reports from British Headquarters state that there have been furious attacks and counter-attacks on the new battlefront. "We hammered our way easily this morning into the northern portion of the village of Fontaine between Bourlon and Cambrai. Attacking from the direction of Bourlon Wood, we drove the Prussians by hummocks and bombs into the southern half of the village. During the attack by a daring English raid on the village of Bourlon we succeeded in rescuing a party of officers and men who had been isolated there. During the night a Prussian attack from the village against the wood was completely cut up by our machine-gun fire."—Aus.-N.Z. Cable Assn. [159,880,416,993]
column-1 [14,38,151,2294]
article-text [753,2119,858,2201]
article-paragraph: Petrograd, November 28. Polling at the Constituent Assembly elections is proceeding without excitement. The various parties are appealing to the citizens to bring their viewpoints to the poll. The Bolsheviki have re-staffed the telegraph and telephone offices with non-trained assistants, with the result that the wildest confusion prevails. Lenin has announced that the city has been ensured against famine by the arrival of a grain ship in the Neva.—"The Times." [753,483,974,574]
subheadline: GAINS COMPLETED BY CAPTURE OF STRONG POSITION. [166,1506,409,1516]
subheadline: MEMBERS ASSEMBLING. [775,1526,836,1546]
article-text [159,658,416,844]
subheadline: FRENCH GUARANTEES TO RUSSIA. [787,600,939,610]
dateline: (Rec. November 29, 0.30 a.m.) [876,2332,966,2349]
article-paragraph: London, November 27. An Italian official report states: "After a furious bombardment at the Col della Berretta, east of the Brenta Valley, the enemy launched a whole infantry division. A fierce struggle ensued, and a barrage isolated the defenders. They would, perhaps, have been compelled to give ground, but the Sicilians and Alpini reversed the scene of death, charged the enemy, and forced him back with severe losses, leaving prisoners in our hands."—Aus.-N.Z. Cable Assn.-Reuter. [424,218,745,289]
subheadline: DANGER TO THE NATION CLEARLY GRASPED. [486,1308,683,1318]
dateline: (Rec. November 28, 8.45 p.m.) [876,2180,966,2197]
divider [165,849,410,850]
dateline: (Rec. November 29, 0.5 a.m.) [532,429,637,438]
dateline: (Rec. November 28, 8.45 p.m.) [808,816,918,825]
divider [874,1535,968,1536]
headline: POLLING FOR THE CONSTITUENT ASSEMBLY PROCEEDS [768,447,959,470]
subheadline: ALLEGED INFORMER TO THE ENEMY [986,100,1091,118]
article-text [424,440,745,522]
divider [988,1272,1089,1273]
article-paragraph: London, November 27. A strike of 50,000 engineers at Coventry is in progress in sympathy with certain strikes in protest against the failure to recognise shop stewards.—Aus.-N.Z. Cable Assn. [982,1794,1095,1865]
section-subhead: Dragoons at Noyelles. [242,1251,333,1261]
divider [20,1073,145,1074]
article-paragraph: London, November 27. The "Daily Chronicle's" Petrograd correspondent states that the situation in Finland is critical. The new Diet, with a small anti-Socialist majority, refused the Socialists' demand for an immediate confirmation of the Bills adopted by the previous Socialist Diet, including the Independence Bill, which fed up the dissolution of the Socialist Diet by the Russian Government in August. The Socialists then decided to apply force, declared a general strike, organised a "Red Guard" of workmen, and secured arms from the Russian garrison and Fleet. The strike became a revolution. The middle classes organised a "White Guard" of students and others to support the police. The Red Guard seized the Government buildings and arrested a large number of officials, police, and prominent citizens, and under the pretence of search, broke into houses and robbed and murdered throughout the country. Skirmishes between the Red and White Guards resulted in many being killed or wounded. After four days of this the Diet yielded and adopted the Independence Bill, giving the Diet supreme power instead of the Russian authorities. The Government resigned. The Governor-General left Helsingfors during the Bolshevik revolution, and the Assistant Governor-General, having previously resigned, the garrison and the fleet elected a sailor to act as Governor-General. A number of unoccupied citizens have been released, but the Red Guard continues to rob and murder.—Aus.-N.Z. Cable Assn. [753,826,974,1110]
column-4 [753,38,974,2432]
headline: PATRIOTIC SOLDIERS OF AUSTRALIA [999,1279,1077,1314]
article-text [424,1211,745,1282]
article-text [982,1795,1095,1865]
headline: A NEW BRITISH TANK [760,2051,851,2074]
headline: LAND SETTLEMENT WITHIN THE EMPIRE [983,1415,1094,1450]
article-paragraph: Rome, November 27. The Austro-Germans are bringing up a vast concentration of artillery in order to overcome the mountainous barriers protecting the Venetian Plain. During the last twenty-four hours the enemy constantly attacked, but met with a determined Italian resistance. Massed German attacks were also cut to pieces in two attempts to capture the Italian shore positions on the Lower Piave.—Aus.-N.Z. Cable Assn. [424,330,745,391]
divider [759,1797,852,1798]
